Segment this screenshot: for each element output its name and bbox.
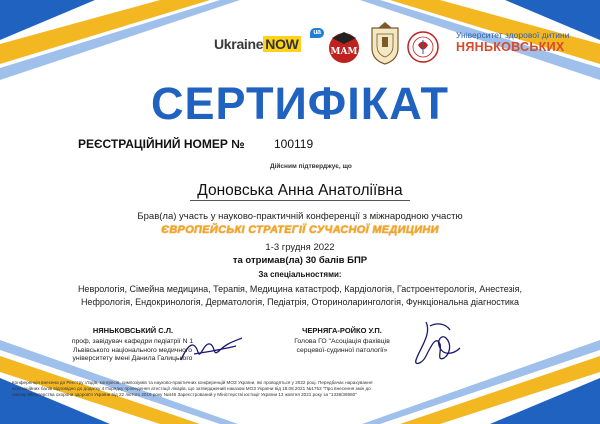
university-logo xyxy=(456,30,580,54)
university-crest-logo xyxy=(368,22,402,66)
signatory-left-position-line1: проф, завідувач кафедри педіатрії N 1 xyxy=(71,338,194,345)
university-logo-line1: Університет здорової дитини xyxy=(456,30,570,40)
footer-line-2: атестаційних балів відповідно до додатку 4 Порядку проведення атестації лікарів, що затверджений наказом МОЗ України від 18.08.2021 №1753 "Про внесення змін до xyxy=(12,386,371,391)
confirms-text: Дійсним підтверджує, що xyxy=(270,163,352,170)
signatory-left-position-line2: Львівського національного медичного xyxy=(73,346,192,354)
specialties-line-2: Нефрологія, Ендокринологія, Дерматологія, Педіатрія, Оториноларингологія, Функціональна діагностика xyxy=(80,297,520,307)
mam-logo xyxy=(326,28,362,64)
ukraine-now-word2: NOW xyxy=(265,36,299,52)
footer-legal-text xyxy=(12,380,568,398)
signatory-right-position xyxy=(272,338,412,355)
footer-line-1: Конференція внесена до Реєстру з'їздів, конгресів, симпозіумів та науково-практичних конференцій МОЗ України, які проводяться у 2022 році. Передбачає нарахування xyxy=(12,380,373,385)
signature-right xyxy=(406,314,466,374)
registration-label: РЕЄСТРАЦІЙНИЙ НОМЕР № xyxy=(78,137,245,151)
signature-left xyxy=(176,330,246,370)
signatory-left-position-line3: університету імені Данила Галицького xyxy=(72,355,193,362)
signatory-left-name: НЯНЬКОВСЬКИЙ С.Л. xyxy=(92,326,174,335)
ukraine-now-badge: ua xyxy=(310,28,324,38)
certificate-title: СЕРТИФІКАТ xyxy=(151,78,449,129)
recipient-underline xyxy=(190,200,410,201)
association-seal-logo xyxy=(406,30,440,64)
specialties-label: За спеціальностями: xyxy=(258,270,342,279)
registration-number: 100119 xyxy=(274,137,314,151)
points-awarded: та отримав(ла) 30 балів БПР xyxy=(232,255,368,266)
university-logo-line2: НЯНЬКОВСЬКИХ xyxy=(456,40,565,54)
signatory-right-position-line1: Голова ГО "Асоціація фахівців xyxy=(294,338,390,345)
footer-line-3: наказу Міністерства охорони здоров'я України від 22 лютого 2019 року №446 Зареєстрований у Міністерстві юстиції України 13 жовтня 2021 року за "1338/36960" xyxy=(12,392,357,397)
specialties-line-1: Неврологія, Сімейна медицина, Терапія, Медицина катастроф, Кардіологія, Гастроентерологія, Анестезія, xyxy=(77,284,523,294)
ukraine-now-word1: Ukraine xyxy=(214,36,264,52)
ukraine-now-logo xyxy=(214,29,321,52)
participation-text: Брав(ла) участь у науково-практичній конференції з міжнародною участю xyxy=(137,211,463,222)
conference-name: ЄВРОПЕЙСЬКІ СТРАТЕГІЇ СУЧАСНОЇ МЕДИЦИНИ xyxy=(161,224,439,236)
mam-logo-text: MAM xyxy=(330,47,358,57)
signatory-right-name: ЧЕРНЯГА-РОЙКО У.П. xyxy=(302,326,382,335)
recipient-name: Доновська Анна Анатоліївна xyxy=(197,182,403,199)
conference-dates: 1-3 грудня 2022 xyxy=(265,242,335,253)
signatory-right-position-line2: серцевої-судинної патології» xyxy=(296,346,388,354)
